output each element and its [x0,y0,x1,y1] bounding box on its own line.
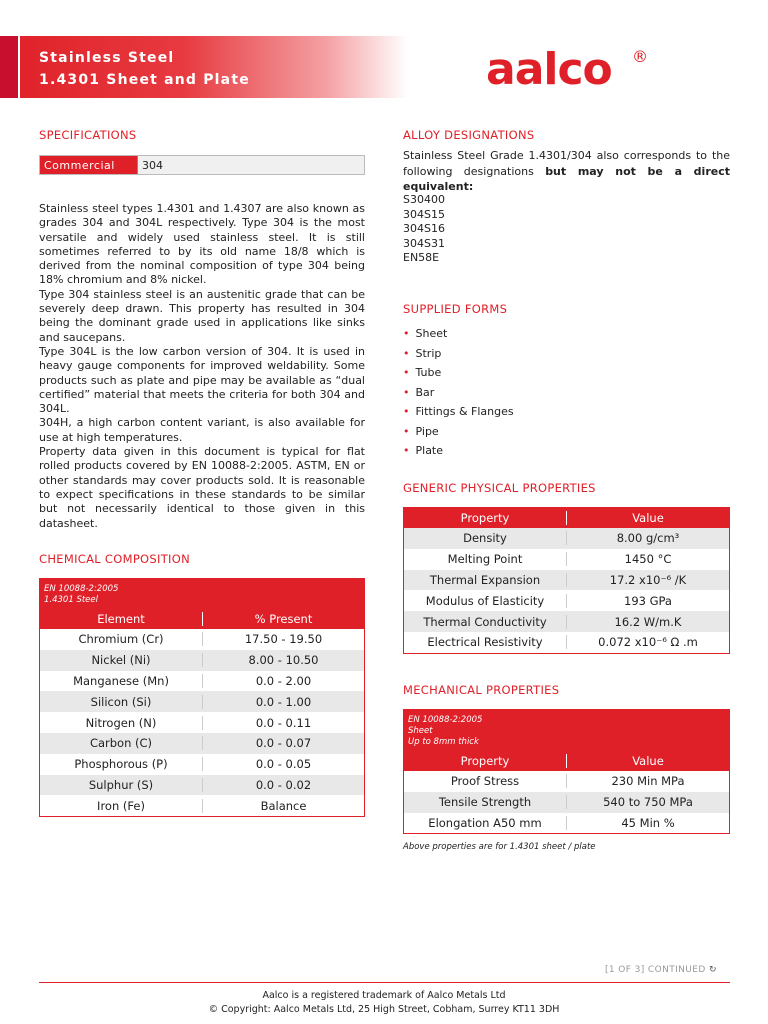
cell-property: Modulus of Elasticity [404,594,567,608]
continue-arrow-icon: ↻ [708,965,717,975]
spec-value: 304 [137,156,364,174]
bullet-icon: • [403,444,410,457]
cell-present: 0.0 - 1.00 [255,694,312,709]
caption-standard: EN 10088-2:2005 [408,715,483,725]
cell-property: Density [404,531,567,545]
cell-value: 540 to 750 MPa [603,795,693,810]
cell-property: Elongation A50 mm [404,816,567,830]
cell-property: Thermal Conductivity [404,615,567,629]
cell-property: Tensile Strength [404,795,567,809]
list-item: 304S15 [403,207,445,221]
cell-value: 8.00 g/cm³ [616,531,680,546]
cell-present: 8.00 - 10.50 [248,653,319,668]
caption-standard: EN 10088-2:2005 [44,584,119,594]
list-item [403,404,514,424]
copyright-notice: © Copyright: Aalco Metals Ltd, 25 High Street, Cobham, Surrey KT11 3DH [208,1004,560,1015]
cell-element: Iron (Fe) [40,799,203,813]
description-text [39,202,365,531]
alloy-designation-list [403,193,445,266]
list-item [403,326,514,346]
column-header-property: Property [404,754,567,768]
cell-element: Nitrogen (N) [40,716,203,730]
logo-text: aalco [486,44,612,95]
table-row [404,549,729,570]
list-item [403,424,514,444]
cell-present: Balance [260,798,307,813]
table-row [404,771,729,792]
bullet-icon: • [403,385,410,399]
column-header-property: Property [404,511,567,525]
cell-value: 16.2 W/m.K [614,614,682,629]
bullet-icon: • [403,405,410,418]
table-header [404,751,729,771]
bullet-icon: • [403,346,410,360]
list-item: S30400 [403,193,445,206]
cell-property: Melting Point [404,552,567,566]
paragraph: Property data given in this document is typical for flat rolled products covered by EN 10088-2:2005. ASTM, EN or other standards may cover products sold. It is reasonable to expect specifications in these standards to be similar but not necessarily identical to those given in this datasheet. [39,445,365,530]
banner-edge [0,36,18,98]
table-caption [40,579,364,609]
table-row [40,671,364,692]
cell-element: Phosphorous (P) [40,757,203,771]
caption-form: Sheet [408,726,433,736]
cell-element: Carbon (C) [40,736,203,750]
list-item: 304S31 [403,236,445,250]
chemical-composition-heading: CHEMICAL COMPOSITION [39,552,190,566]
list-item [403,385,514,405]
table-row [40,650,364,671]
list-item [403,346,514,366]
table-row [40,712,364,733]
paragraph: Type 304 stainless steel is an austenitic grade that can be severely deep drawn. This property has resulted in 304 being the dominant grade used in applications like sinks and saucepans. [39,287,365,344]
cell-value: 17.2 x10⁻⁶ /K [609,572,687,587]
table-row [404,590,729,611]
caption-grade: 1.4301 Steel [44,595,98,605]
cell-present: 0.0 - 0.07 [255,736,312,751]
column-header-element: Element [40,612,203,626]
list-item: EN58E [403,251,440,264]
table-row [404,528,729,549]
form-label: Strip [415,346,442,360]
cell-present: 0.0 - 0.11 [255,715,312,730]
chemical-composition-table [39,578,365,817]
table-row [404,611,729,632]
trademark-notice: Aalco is a registered trademark of Aalco Metals Ltd [262,990,506,1001]
table-row [40,795,364,816]
form-label: Plate [415,444,444,457]
page-continued-indicator [605,965,717,975]
alloy-intro-bold: but may not be a direct equivalent: [403,164,730,193]
registered-mark: ® [632,47,648,66]
list-item: 304S16 [403,222,445,235]
caption-thickness: Up to 8mm thick [408,737,479,747]
bullet-icon: • [403,327,410,340]
cell-element: Manganese (Mn) [40,674,203,688]
supplied-forms-heading: SUPPLIED FORMS [403,302,508,316]
column-header-value: Value [632,511,664,525]
cell-property: Electrical Resistivity [404,635,567,649]
list-item [403,365,514,385]
cell-value: 0.072 x10⁻⁶ Ω .m [598,635,698,650]
cell-present: 0.0 - 0.02 [255,777,312,792]
table-row [404,792,729,813]
cell-element: Nickel (Ni) [40,653,203,667]
table-row [404,632,729,653]
form-label: Pipe [415,424,439,438]
continued-label: [1 OF 3] CONTINUED [605,965,706,975]
cell-property: Thermal Expansion [404,573,567,587]
supplied-forms-list [403,326,514,463]
specifications-table [39,155,365,175]
footer-divider [39,982,730,983]
alloy-intro [403,148,730,195]
paragraph: Type 304L is the low carbon version of 304. It is used in heavy gauge components for improved weldability. Some products such as plate and pipe may be available as “dual certified” material that meets the criteria for both 304 and 304L. [39,344,365,416]
physical-properties-heading: GENERIC PHYSICAL PROPERTIES [403,481,596,495]
specifications-heading: SPECIFICATIONS [39,128,137,142]
alloy-designations-heading: ALLOY DESIGNATIONS [403,128,535,142]
column-header-value: Value [632,754,664,768]
form-label: Bar [415,385,435,399]
cell-value: 193 GPa [624,593,672,608]
banner-edge-divider [18,36,20,98]
cell-element: Chromium (Cr) [40,632,203,646]
mechanical-properties-heading: MECHANICAL PROPERTIES [403,683,560,697]
paragraph: 304H, a high carbon content variant, is also available for use at high temperatures. [39,416,365,444]
cell-present: 17.50 - 19.50 [244,632,323,647]
form-label: Sheet [415,327,448,340]
bullet-icon: • [403,366,410,379]
cell-present: 0.0 - 2.00 [255,673,312,688]
table-row [40,691,364,712]
cell-present: 0.0 - 0.05 [255,757,312,772]
title-banner [0,36,408,98]
document-title-line2: 1.4301 Sheet and Plate [39,72,250,88]
cell-property: Proof Stress [404,774,567,788]
paragraph: Stainless steel types 1.4301 and 1.4307 are also known as grades 304 and 304L respectively. Type 304 is the most versatile and widely used stainless steel. It is still sometimes referred to by its old name 18/8 which is derived from the nominal composition of type 304 being 18% chromium and 8% nickel. [39,202,365,287]
mechanical-properties-table [403,709,730,834]
cell-value: 1450 °C [624,552,672,567]
aalco-logo [486,44,656,100]
cell-element: Sulphur (S) [40,778,203,792]
table-row [404,813,729,834]
cell-value: 45 Min % [621,815,675,830]
table-header [404,508,729,528]
table-row [40,754,364,775]
column-header-present: % Present [254,612,313,626]
table-row [40,733,364,754]
table-row [40,629,364,650]
table-row [40,775,364,796]
cell-value: 230 Min MPa [611,774,685,789]
alloy-intro-text: Stainless Steel Grade 1.4301/304 also corresponds to the following designations [403,149,730,178]
table-row [404,570,729,591]
physical-properties-table [403,507,730,654]
bullet-icon: • [403,424,410,438]
mechanical-note: Above properties are for 1.4301 sheet / plate [403,842,596,852]
table-caption [404,710,729,751]
document-title-line1: Stainless Steel [39,50,175,66]
table-header [40,609,364,629]
cell-element: Silicon (Si) [40,695,203,709]
form-label: Tube [415,366,442,379]
spec-label: Commercial [40,156,137,174]
list-item [403,443,514,463]
form-label: Fittings & Flanges [415,405,514,418]
